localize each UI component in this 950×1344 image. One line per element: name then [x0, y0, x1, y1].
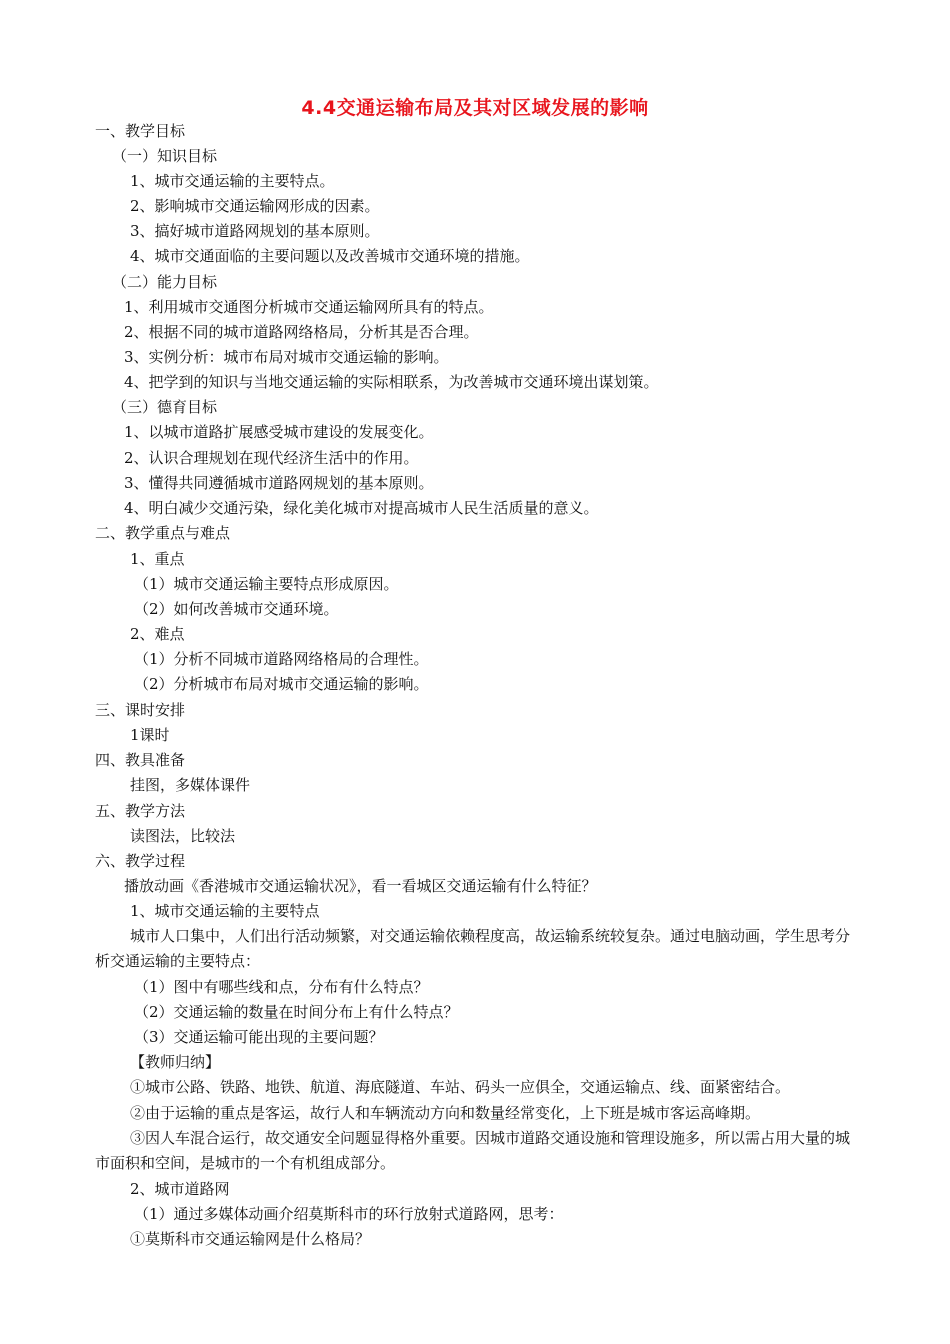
paragraph: 播放动画《香港城市交通运输状况》，看一看城区交通运输有什么特征？ — [124, 877, 597, 895]
paragraph: 挂图，多媒体课件 — [130, 776, 251, 794]
list-item: 3、实例分析：城市布局对城市交通运输的影响。 — [124, 348, 449, 366]
summary-heading: 【教师归纳】 — [130, 1053, 221, 1071]
list-item: 4、明白减少交通污染，绿化美化城市对提高城市人民生活质量的意义。 — [124, 499, 599, 517]
section-heading: 一、教学目标 — [95, 122, 186, 140]
subsection-heading: （二）能力目标 — [112, 273, 218, 291]
subsection-heading: 1、城市交通运输的主要特点 — [130, 902, 320, 920]
list-item: （2）分析城市布局对城市交通运输的影响。 — [134, 675, 429, 693]
section-heading: 四、教具准备 — [95, 751, 186, 769]
list-item: 4、把学到的知识与当地交通运输的实际相联系，为改善城市交通环境出谋划策。 — [124, 373, 659, 391]
list-item: ②由于运输的重点是客运，故行人和车辆流动方向和数量经常变化，上下班是城市客运高峰期。 — [130, 1104, 761, 1122]
list-item: （2）如何改善城市交通环境。 — [134, 600, 339, 618]
list-item: 4、城市交通面临的主要问题以及改善城市交通环境的措施。 — [130, 247, 530, 265]
list-item: 2、根据不同的城市道路网络格局，分析其是否合理。 — [124, 323, 479, 341]
list-item: 1、利用城市交通图分析城市交通运输网所具有的特点。 — [124, 298, 494, 316]
list-item: （1）通过多媒体动画介绍莫斯科市的环行放射式道路网，思考： — [134, 1205, 564, 1223]
list-item: 1、城市交通运输的主要特点。 — [130, 172, 335, 190]
subsection-heading: 1、重点 — [130, 550, 185, 568]
subsection-heading: （一）知识目标 — [112, 147, 218, 165]
list-item: 2、影响城市交通运输网形成的因素。 — [130, 197, 380, 215]
subsection-heading: 2、城市道路网 — [130, 1180, 230, 1198]
document-title: 4.4交通运输布局及其对区域发展的影响 — [301, 97, 649, 119]
subsection-heading: 2、难点 — [130, 625, 185, 643]
section-heading: 二、教学重点与难点 — [95, 524, 231, 542]
list-item: ①城市公路、铁路、地铁、航道、海底隧道、车站、码头一应俱全，交通运输点、线、面紧密结合。 — [130, 1078, 791, 1096]
section-heading: 五、教学方法 — [95, 802, 186, 820]
subsection-heading: （三）德育目标 — [112, 398, 218, 416]
list-item: （1）图中有哪些线和点，分布有什么特点？ — [134, 978, 429, 996]
section-heading: 六、教学过程 — [95, 852, 186, 870]
list-item: （1）分析不同城市道路网络格局的合理性。 — [134, 650, 429, 668]
list-item: （2）交通运输的数量在时间分布上有什么特点？ — [134, 1003, 459, 1021]
paragraph: 城市人口集中，人们出行活动频繁，对交通运输依赖程度高，故运输系统较复杂。通过电脑动画，学生思考分析交通运输的主要特点： — [95, 927, 851, 970]
list-item: （1）城市交通运输主要特点形成原因。 — [134, 575, 399, 593]
paragraph: 读图法，比较法 — [130, 827, 236, 845]
list-item: 3、搞好城市道路网规划的基本原则。 — [130, 222, 380, 240]
paragraph: ③因人车混合运行，故交通安全问题显得格外重要。因城市道路交通设施和管理设施多，所以需占用大量的城市面积和空间，是城市的一个有机组成部分。 — [95, 1129, 851, 1172]
list-item: 1、以城市道路扩展感受城市建设的发展变化。 — [124, 423, 434, 441]
paragraph: 1课时 — [130, 726, 170, 744]
list-item: 3、懂得共同遵循城市道路网规划的基本原则。 — [124, 474, 434, 492]
list-item: （3）交通运输可能出现的主要问题？ — [134, 1028, 384, 1046]
list-item: ①莫斯科市交通运输网是什么格局？ — [130, 1230, 371, 1248]
list-item: 2、认识合理规划在现代经济生活中的作用。 — [124, 449, 419, 467]
section-heading: 三、课时安排 — [95, 701, 186, 719]
